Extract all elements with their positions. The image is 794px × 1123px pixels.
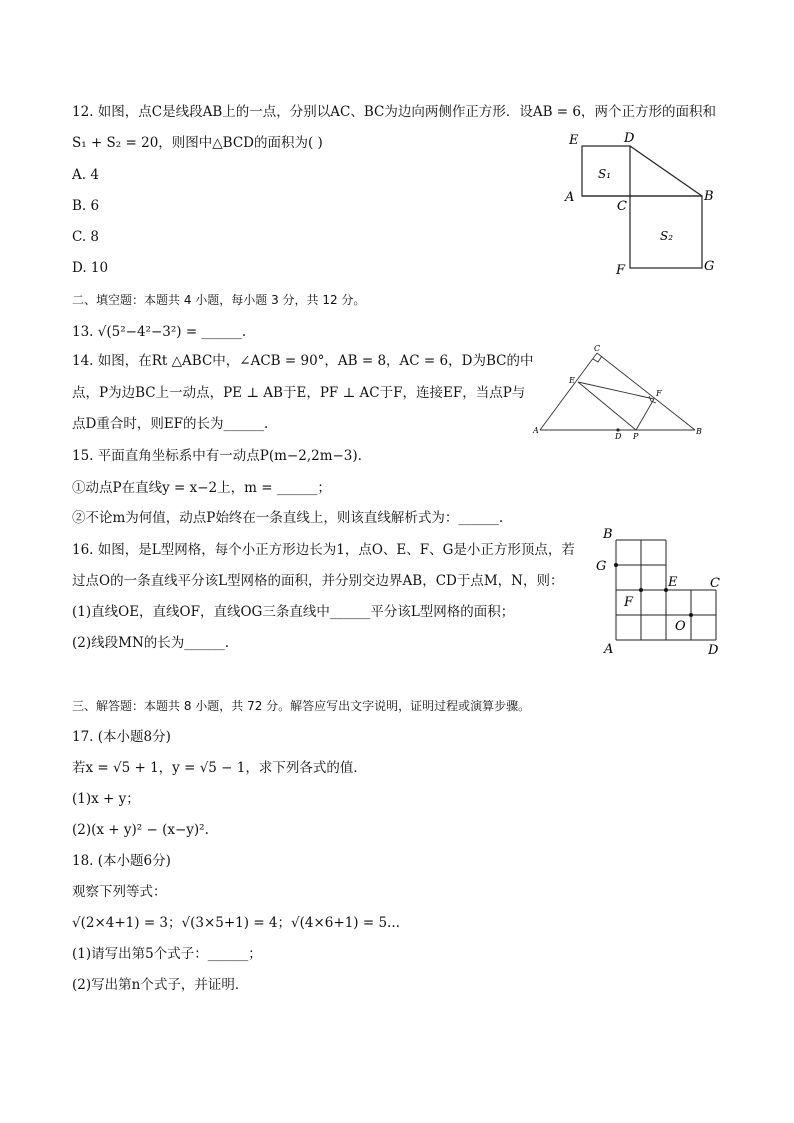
q16-label-d: D (708, 643, 719, 658)
q16-point-g (614, 563, 618, 567)
q12-stem-line2: S₁ + S₂ = 20，则图中△BCD的面积为( ) (72, 135, 323, 151)
q16-label-o: O (675, 619, 686, 634)
q14-label-f: F (656, 389, 662, 398)
q18-part1: (1)请写出第5个式子：______； (72, 946, 262, 962)
q16-label-g: G (596, 559, 607, 574)
q12-segment-db (630, 146, 702, 196)
q16-point-o (689, 613, 693, 617)
q12-figure (560, 128, 730, 278)
q14-line3: 点D重合时，则EF的长为______. (72, 416, 269, 432)
q12-label-g: G (704, 259, 715, 274)
q12-option-d: D. 10 (72, 260, 109, 276)
q15-line2: ①动点P在直线y = x−2上，m = ______； (72, 480, 331, 496)
q14-side-cb (597, 353, 695, 430)
section3-heading: 三、解答题：本题共 8 小题，共 72 分。解答应写出文字说明，证明过程或演算步骤。 (72, 699, 531, 713)
q14-line1: 14. 如图，在Rt △ABC中，∠ACB = 90°，AB = 8，AC = 6，D为BC的中 (72, 353, 534, 369)
q14-side-ac (540, 353, 597, 430)
q16-label-c: C (710, 576, 720, 591)
q16-label-b: B (603, 527, 613, 542)
q16-label-a: A (604, 642, 614, 657)
q18-title: 18. (本小题6分) (72, 853, 171, 869)
q17-title: 17. (本小题8分) (72, 729, 171, 745)
q12-option-a: A. 4 (72, 167, 99, 183)
q14-segment-ef (578, 382, 654, 399)
q14-label-b: B (696, 427, 702, 436)
q14-segment-pe (578, 382, 636, 430)
q18-intro: 观察下列等式： (72, 884, 167, 900)
q12-label-d: D (624, 131, 635, 146)
q16-label-e: E (668, 575, 678, 590)
q16-line1: 16. 如图，是L型网格，每个小正方形边长为1，点O、E、F、G是小正方形顶点，若 (72, 542, 575, 558)
q12-label-b: B (704, 189, 714, 204)
q16-line4: (2)线段MN的长为______. (72, 635, 230, 651)
q14-label-a: A (533, 426, 539, 435)
q17-part1: (1)x + y； (72, 791, 140, 807)
q12-option-b: B. 6 (72, 198, 100, 214)
q12-label-c: C (617, 199, 627, 214)
q17-given: 若x = √5 + 1，y = √5 − 1，求下列各式的值． (72, 760, 367, 776)
q16-label-f: F (624, 595, 634, 610)
q12-label-f: F (616, 263, 626, 278)
q12-option-c: C. 8 (72, 229, 100, 245)
q14-label-e: E (569, 376, 575, 385)
q18-part2: (2)写出第n个式子，并证明． (72, 977, 249, 993)
q12-label-s1: S₁ (598, 167, 612, 181)
q18-equations: √(2×4+1) = 3；√(3×5+1) = 4；√(4×6+1) = 5... (72, 915, 400, 931)
q16-point-f (639, 588, 643, 592)
q17-part2: (2)(x + y)² − (x−y)². (72, 822, 209, 838)
q12-label-e: E (569, 133, 579, 148)
q12-label-a: A (565, 190, 575, 205)
q13-text: 13. √(5²−4²−3²) = ______. (72, 324, 247, 340)
q16-line3: (1)直线OE，直线OF，直线OG三条直线中______平分该L型网格的面积； (72, 604, 515, 620)
q14-label-p: P (633, 432, 639, 441)
q14-label-c: C (594, 344, 601, 353)
q14-segment-pf (636, 399, 654, 430)
q15-line1: 15. 平面直角坐标系中有一动点P(m−2,2m−3). (72, 448, 362, 464)
q16-figure (588, 525, 728, 660)
q12-label-s2: S₂ (660, 229, 674, 243)
q12-stem-line1: 12. 如图，点C是线段AB上的一点，分别以AC、BC为边向两侧作正方形．设AB = 6，两个正方形的面积和 (72, 104, 716, 120)
q14-figure (530, 343, 710, 443)
q14-line2: 点，P为边BC上一动点，PE ⊥ AB于E，PF ⊥ AC于F，连接EF，当点P与 (72, 385, 526, 401)
section2-heading: 二、填空题：本题共 4 小题，每小题 3 分，共 12 分。 (72, 293, 366, 307)
q14-label-d: D (615, 432, 622, 441)
q15-line3: ②不论m为何值，动点P始终在一条直线上，则该直线解析式为：______. (72, 510, 504, 526)
q16-line2: 过点O的一条直线平分该L型网格的面积，并分别交边界AB，CD于点M，N，则： (72, 573, 564, 589)
